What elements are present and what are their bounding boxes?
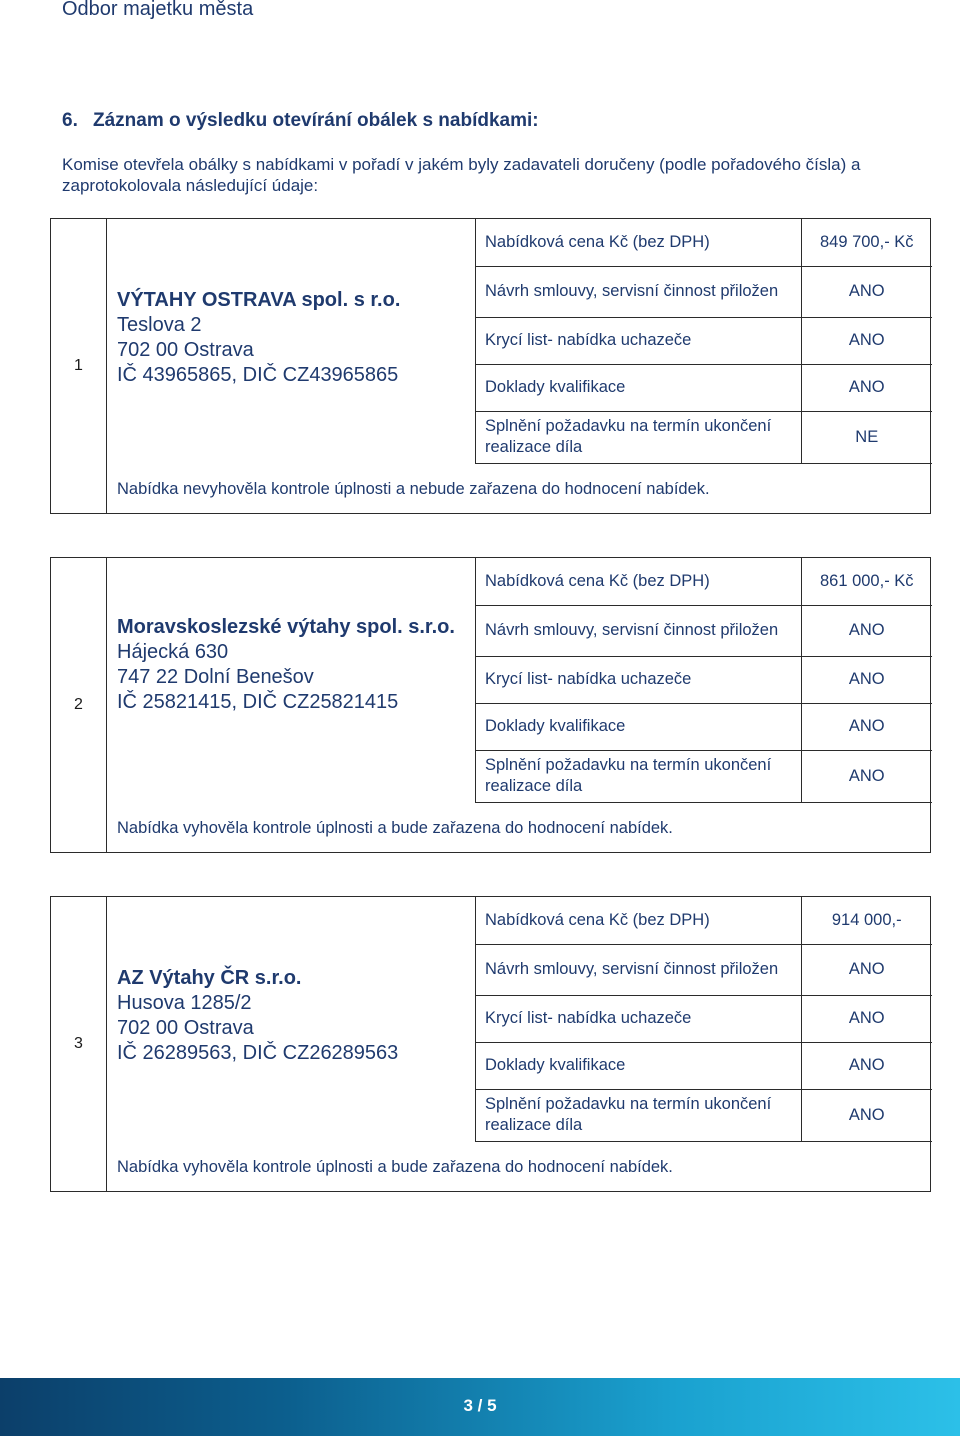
check-label: Návrh smlouvy, servisní činnost přiložen [476, 266, 802, 317]
company-street: Teslova 2 [117, 314, 202, 336]
company-ids: IČ 25821415, DIČ CZ25821415 [117, 691, 399, 713]
company-ids: IČ 26289563, DIČ CZ26289563 [117, 1042, 399, 1064]
check-label: Krycí list- nabídka uchazeče [476, 995, 802, 1042]
check-value: NE [802, 411, 932, 463]
price-label: Nabídková cena Kč (bez DPH) [476, 219, 802, 266]
check-label: Splnění požadavku na termín ukončení realizace díla [476, 750, 802, 802]
check-value: ANO [802, 605, 932, 656]
check-value: ANO [802, 317, 932, 364]
check-label: Splnění požadavku na termín ukončení realizace díla [476, 411, 802, 463]
offer-check-grid [475, 558, 932, 803]
check-value: ANO [802, 750, 932, 802]
check-label: Splnění požadavku na termín ukončení realizace díla [476, 1089, 802, 1141]
company-info [117, 966, 462, 1066]
company-street: Hájecká 630 [117, 641, 229, 663]
company-name: AZ Výtahy ČR s.r.o. [117, 967, 302, 989]
check-value: ANO [802, 703, 932, 750]
section-number: 6. [62, 110, 78, 131]
section-title: Záznam o výsledku otevírání obálek s nabídkami: [93, 110, 539, 131]
offer-index: 1 [51, 219, 107, 513]
check-label: Návrh smlouvy, servisní činnost přiložen [476, 944, 802, 995]
check-value: ANO [802, 1089, 932, 1141]
check-value: ANO [802, 364, 932, 411]
company-street: Husova 1285/2 [117, 992, 252, 1014]
offer-conclusion: Nabídka vyhověla kontrole úplnosti a bude zařazena do hodnocení nabídek. [117, 819, 673, 837]
company-info [117, 288, 462, 388]
check-value: ANO [802, 1042, 932, 1089]
company-ids: IČ 43965865, DIČ CZ43965865 [117, 364, 399, 386]
offer-table [50, 557, 931, 853]
price-label: Nabídková cena Kč (bez DPH) [476, 897, 802, 944]
offer-conclusion: Nabídka vyhověla kontrole úplnosti a bude zařazena do hodnocení nabídek. [117, 1158, 673, 1176]
check-label: Doklady kvalifikace [476, 364, 802, 411]
company-city: 747 22 Dolní Benešov [117, 666, 314, 688]
company-name: Moravskoslezské výtahy spol. s.r.o. [117, 616, 455, 638]
footer-bar [0, 1378, 960, 1436]
check-value: ANO [802, 944, 932, 995]
check-value: ANO [802, 266, 932, 317]
section-intro: Komise otevřela obálky s nabídkami v pořadí v jakém byly zadavateli doručeny (podle pořadového čísla) a zaprotokolovala následující údaje: [62, 155, 861, 195]
offer-check-grid [475, 897, 932, 1142]
check-label: Krycí list- nabídka uchazeče [476, 317, 802, 364]
company-city: 702 00 Ostrava [117, 339, 254, 361]
check-label: Doklady kvalifikace [476, 1042, 802, 1089]
company-info [117, 615, 462, 715]
check-label: Doklady kvalifikace [476, 703, 802, 750]
price-value: 849 700,- Kč [802, 219, 932, 266]
check-value: ANO [802, 656, 932, 703]
offer-check-grid [475, 219, 932, 464]
company-city: 702 00 Ostrava [117, 1017, 254, 1039]
section-heading [62, 110, 539, 132]
check-label: Návrh smlouvy, servisní činnost přiložen [476, 605, 802, 656]
check-value: ANO [802, 995, 932, 1042]
offer-table [50, 896, 931, 1192]
company-name: VÝTAHY OSTRAVA spol. s r.o. [117, 289, 401, 311]
offer-conclusion: Nabídka nevyhověla kontrole úplnosti a nebude zařazena do hodnocení nabídek. [117, 480, 710, 498]
page-header-title: Odbor majetku města [62, 0, 254, 20]
offer-index: 3 [51, 897, 107, 1191]
price-value: 861 000,- Kč [802, 558, 932, 605]
offer-index: 2 [51, 558, 107, 852]
offer-table [50, 218, 931, 514]
price-value: 914 000,- [802, 897, 932, 944]
price-label: Nabídková cena Kč (bez DPH) [476, 558, 802, 605]
check-label: Krycí list- nabídka uchazeče [476, 656, 802, 703]
page-number: 3 / 5 [463, 1396, 497, 1415]
